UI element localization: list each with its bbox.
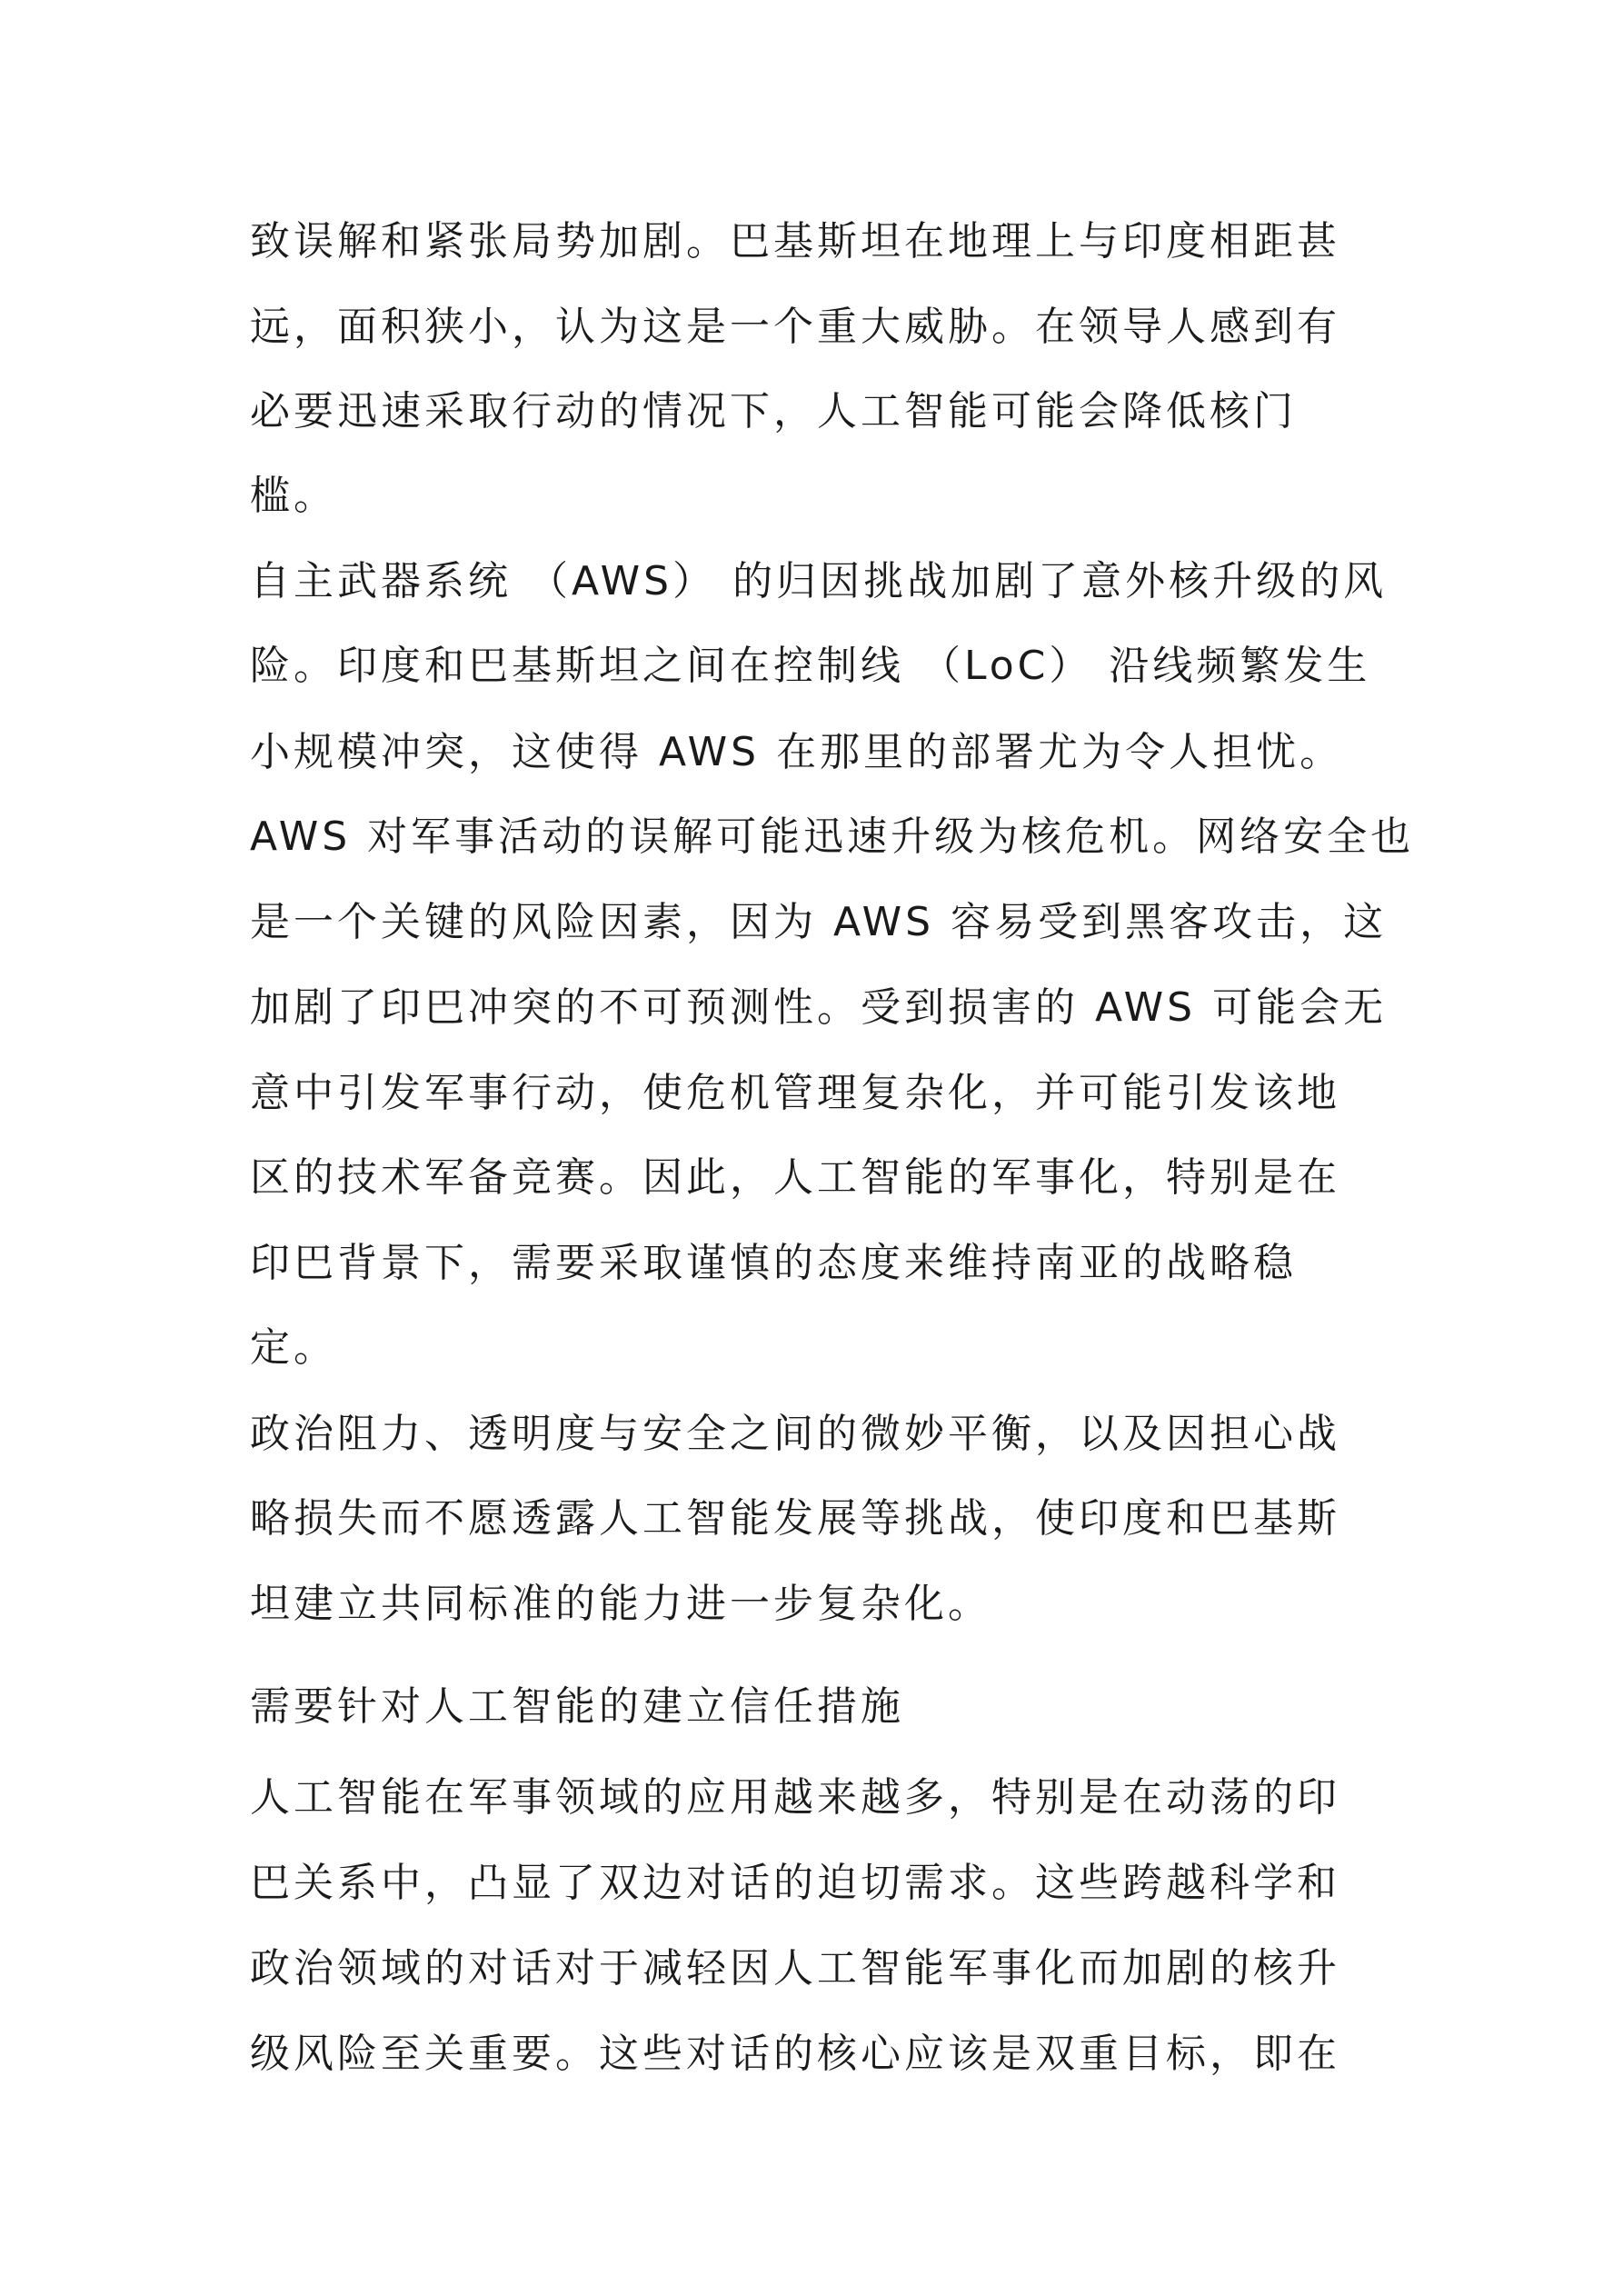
text-line: 自主武器系统 （AWS） 的归因挑战加剧了意外核升级的风 xyxy=(250,558,1388,604)
text-line: 坦建立共同标准的能力进一步复杂化。 xyxy=(250,1581,991,1627)
text-line: 是一个关键的风险因素，因为 AWS 容易受到黑客攻击，这 xyxy=(250,899,1388,945)
text-line: 人工智能在军事领域的应用越来越多，特别是在动荡的印 xyxy=(250,1774,1340,1821)
text-line: 级风险至关重要。这些对话的核心应该是双重目标，即在 xyxy=(250,2031,1340,2077)
text-line: 政治阻力、透明度与安全之间的微妙平衡，以及因担心战 xyxy=(250,1411,1340,1457)
text-line: 略损失而不愿透露人工智能发展等挑战，使印度和巴基斯 xyxy=(250,1495,1340,1542)
text-line: 区的技术军备竞赛。因此，人工智能的军事化，特别是在 xyxy=(250,1154,1340,1201)
text-line: 小规模冲突，这使得 AWS 在那里的部署尤为令人担忧。 xyxy=(250,729,1344,775)
text-line: 槛。 xyxy=(250,473,337,519)
text-line: 致误解和紧张局势加剧。巴基斯坦在地理上与印度相距甚 xyxy=(250,218,1340,265)
text-line: AWS 对军事活动的误解可能迅速升级为核危机。网络安全也 xyxy=(250,814,1415,860)
text-line: 远，面积狭小，认为这是一个重大威胁。在领导人感到有 xyxy=(250,304,1340,350)
text-line: 巴关系中，凸显了双边对话的迫切需求。这些跨越科学和 xyxy=(250,1860,1340,1906)
text-line: 加剧了印巴冲突的不可预测性。受到损害的 AWS 可能会无 xyxy=(250,984,1388,1031)
text-line: 印巴背景下，需要采取谨慎的态度来维持南亚的战略稳 xyxy=(250,1240,1297,1286)
text-line: 必要迅速采取行动的情况下，人工智能可能会降低核门 xyxy=(250,388,1297,434)
text-line: 险。印度和巴基斯坦之间在控制线 （LoC） 沿线频繁发生 xyxy=(250,643,1371,689)
text-line: 政治领域的对话对于减轻因人工智能军事化而加剧的核升 xyxy=(250,1945,1340,1992)
text-line: 意中引发军事行动，使危机管理复杂化，并可能引发该地 xyxy=(250,1070,1340,1116)
text-line: 定。 xyxy=(250,1324,337,1371)
section-heading: 需要针对人工智能的建立信任措施 xyxy=(250,1683,904,1730)
